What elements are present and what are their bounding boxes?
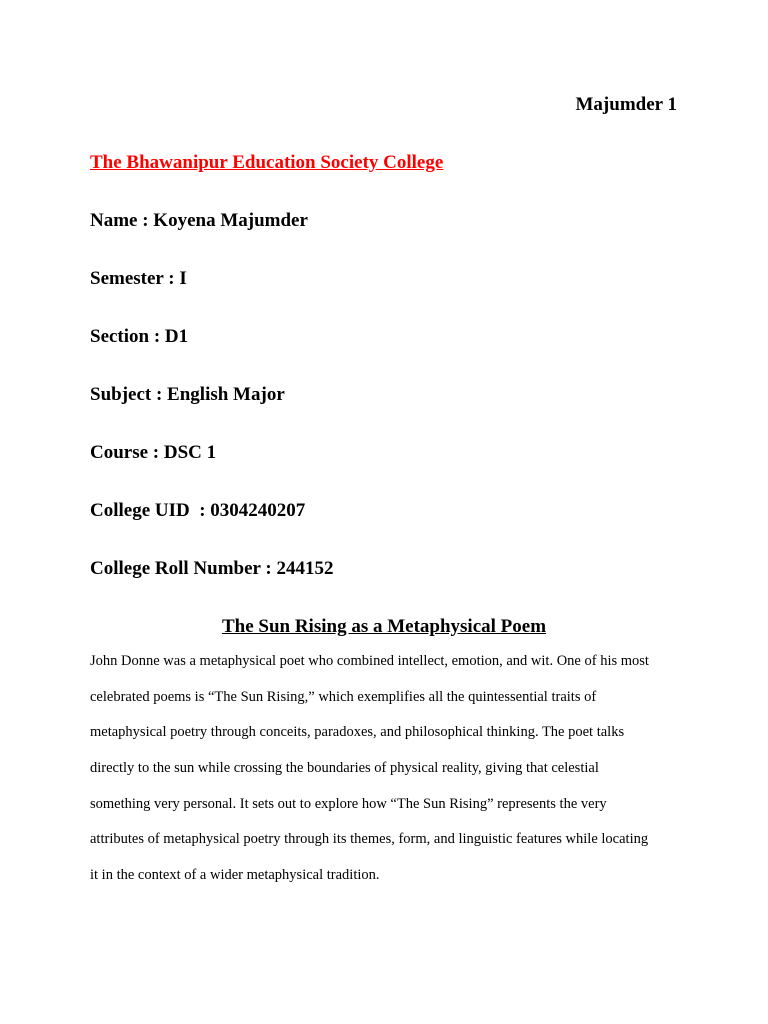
essay-line: directly to the sun while crossing the boundaries of physical reality, giving that celestial	[90, 760, 599, 777]
section: Section : D1	[90, 326, 189, 347]
semester: Semester : I	[90, 268, 187, 289]
college-uid: College UID : 0304240207	[90, 500, 306, 521]
college-name: The Bhawanipur Education Society College	[90, 152, 444, 173]
college-roll-number: College Roll Number : 244152	[90, 558, 334, 579]
essay-line: John Donne was a metaphysical poet who combined intellect, emotion, and wit. One of his most	[90, 653, 649, 669]
course: Course : DSC 1	[90, 442, 217, 463]
essay-line: something very personal. It sets out to explore how “The Sun Rising” represents the very	[90, 795, 607, 812]
essay-line: attributes of metaphysical poetry through its themes, form, and linguistic features while locating	[90, 831, 649, 848]
essay-line: it in the context of a wider metaphysical tradition.	[90, 867, 380, 884]
essay-body	[90, 650, 680, 900]
student-name: Name : Koyena Majumder	[90, 210, 308, 231]
subject: Subject : English Major	[90, 384, 285, 405]
essay-title: The Sun Rising as a Metaphysical Poem	[221, 616, 547, 637]
essay-line: celebrated poems is “The Sun Rising,” which exemplifies all the quintessential traits of	[90, 688, 597, 705]
essay-line: metaphysical poetry through conceits, paradoxes, and philosophical thinking. The poet talks	[90, 724, 625, 741]
page-header: Majumder 1	[575, 94, 677, 115]
